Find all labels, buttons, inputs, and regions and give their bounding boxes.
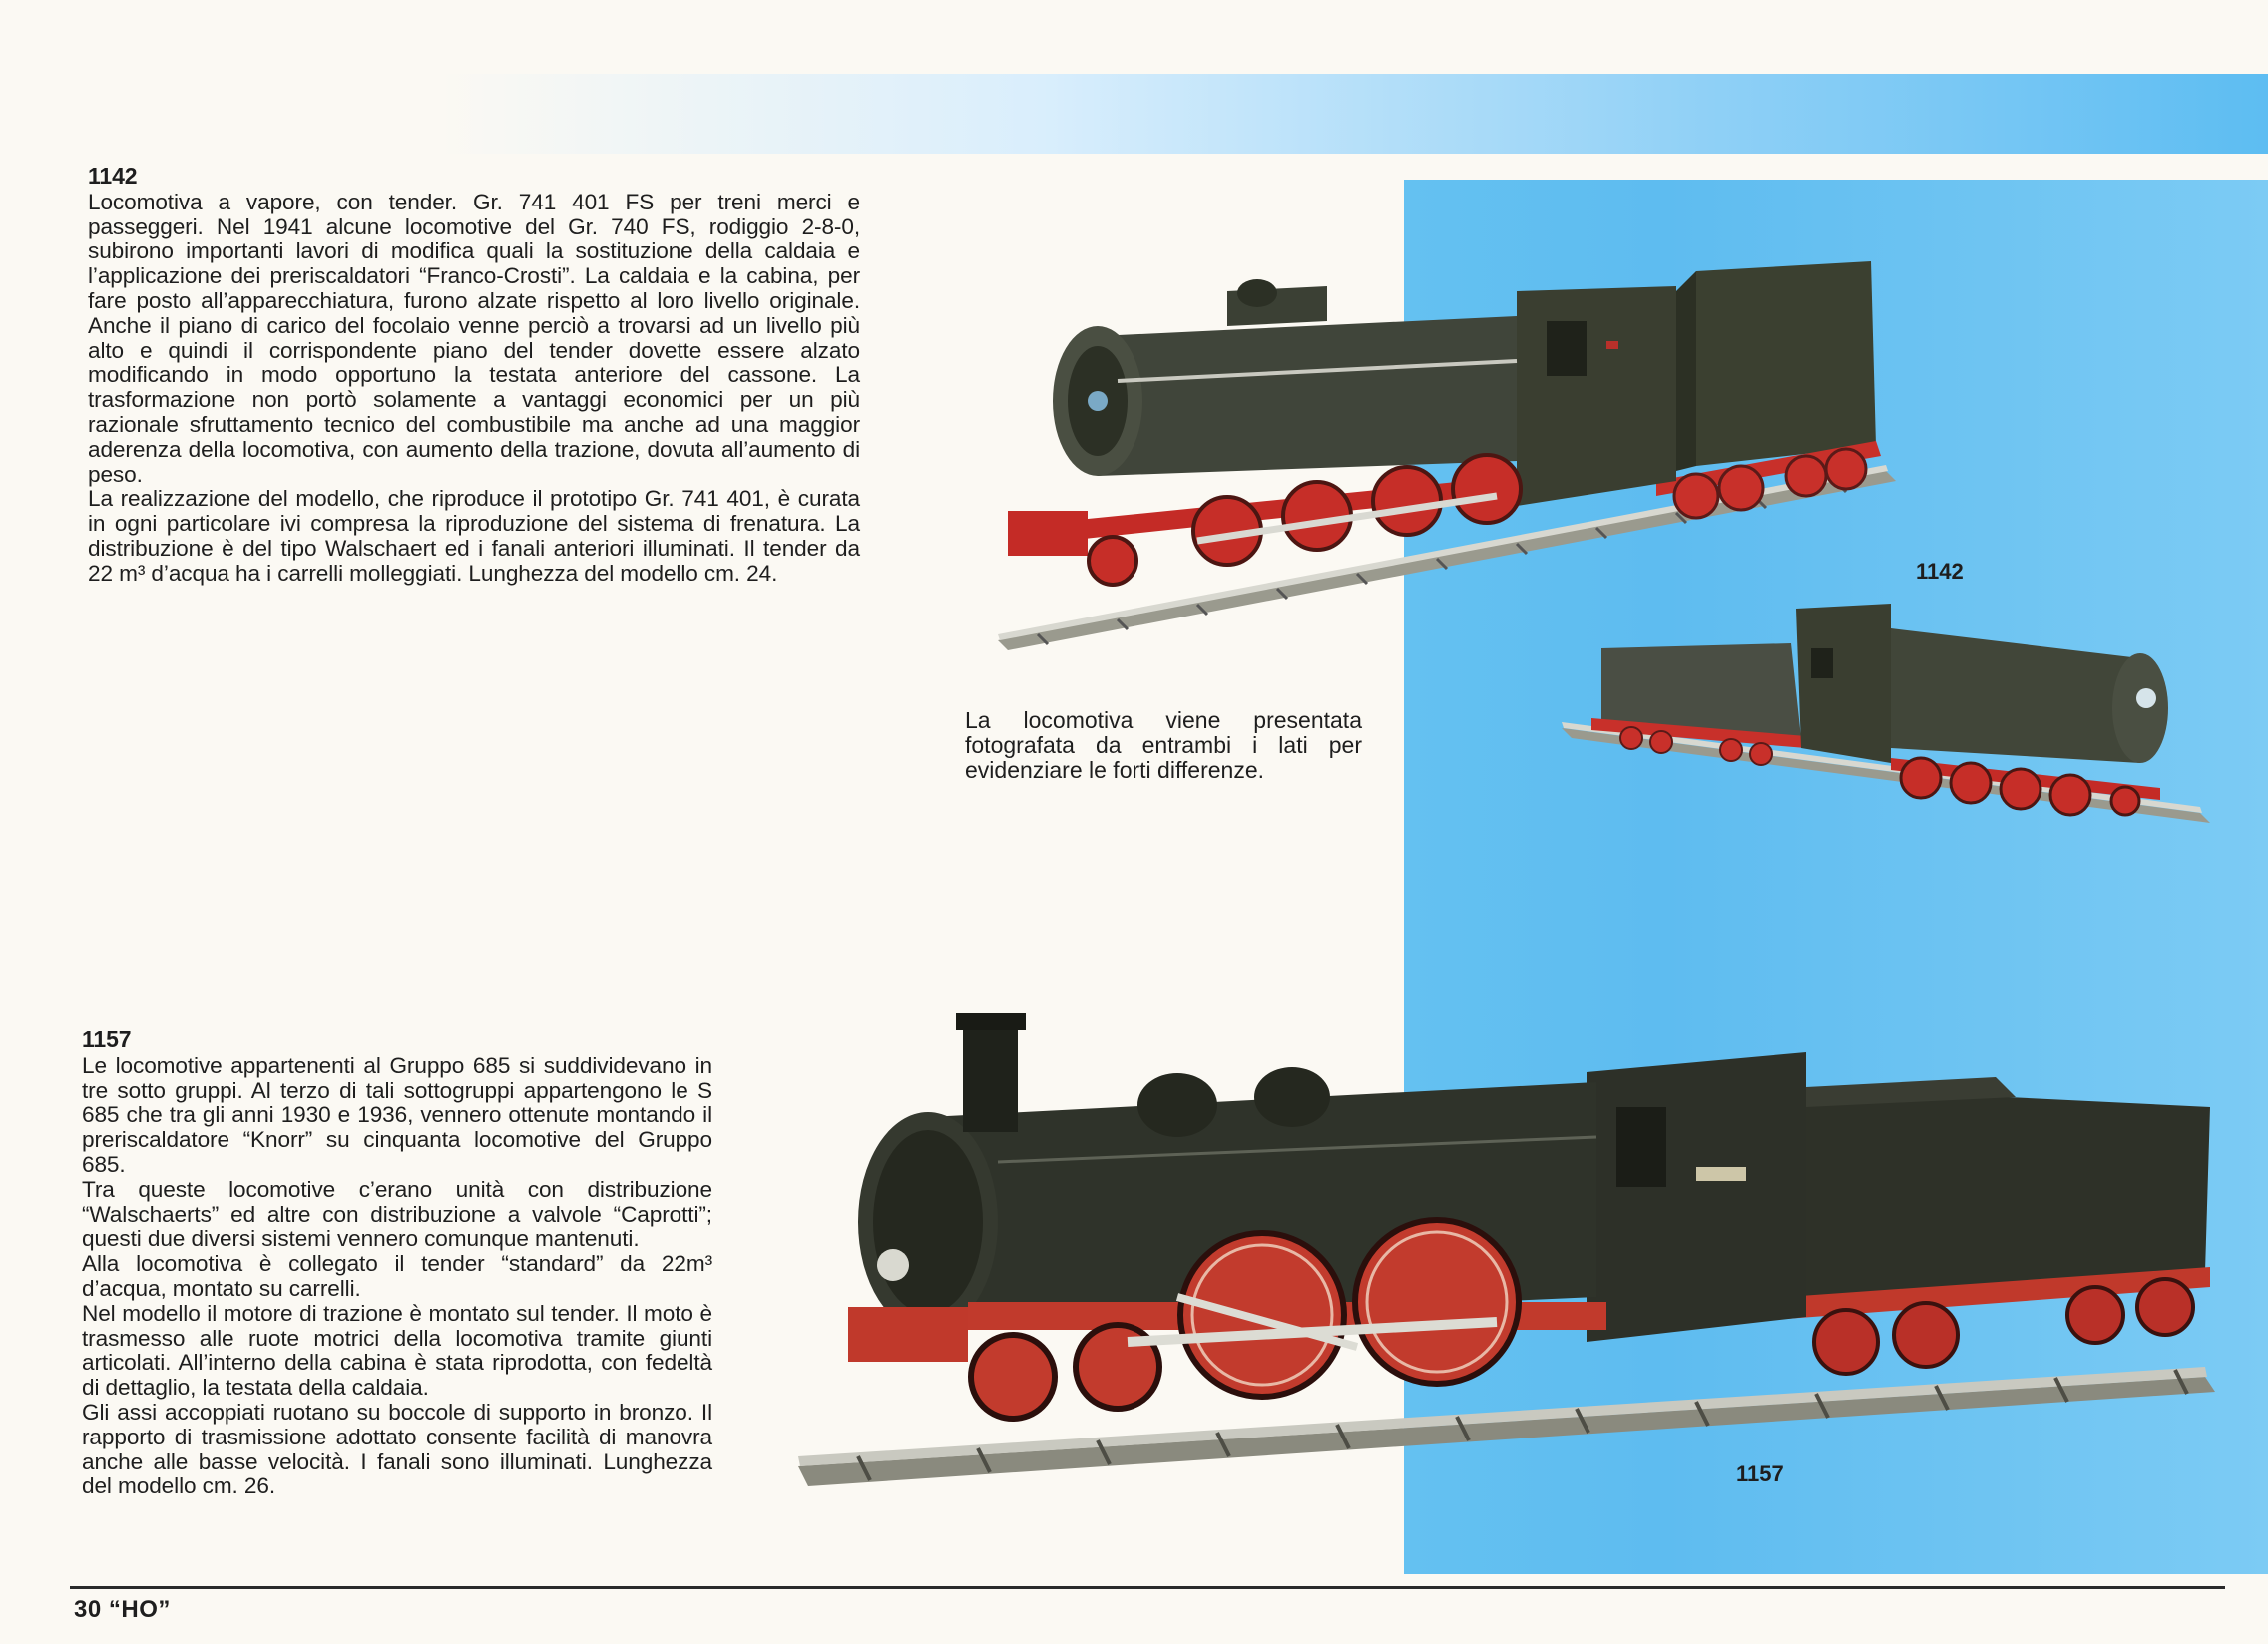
locomotive-1142-photo-left-side xyxy=(1562,589,2210,828)
item-1157-paragraph-1: Le locomotive appartenenti al Gruppo 685 si suddividevano in tre sotto gruppi. Al terzo di tali sottogruppi appartengono le S 685 che tra gli anni 1930 e 1936, vennero ottenute montando il preriscaldatore “Knorr” su cinquanta locomotive del Gruppo 685. xyxy=(82,1052,712,1177)
item-1142-description xyxy=(88,164,860,587)
page-number-label: 30 “HO” xyxy=(74,1596,171,1623)
header-gradient-band xyxy=(40,74,2268,154)
footer-rule xyxy=(70,1586,2225,1589)
item-1142-paragraph-1: Locomotiva a vapore, con tender. Gr. 741 401 FS per treni merci e passeggeri. Nel 1941 alcune locomotive del Gr. 740 FS, rodiggio 2-8-0, subirono importanti lavori di modifica quali la sostituzione della caldaia e l’applicazione dei preriscaldatori “Franco-Crosti”. La caldaia e la cabina, per fare posto all’apparecchiatura, furono alzate rispetto al loro livello originale. Anche il piano di carico del focolaio venne perciò a trovarsi ad un livello più alto e quindi il corrispondente piano del tender dovette essere alzato modificando in modo opportuno la testata anteriore del cassone. La trasformazione non portò solamente a vantaggi economici per un più razionale sfruttamento tecnico del combustibile ma anche ad una maggior aderenza della locomotiva, con aumento della trazione, dovuta all’aumento di peso. xyxy=(88,189,860,487)
item-1142-paragraph-2: La realizzazione del modello, che riproduce il prototipo Gr. 741 401, è curata in ogni particolare ivi compresa la riproduzione del sistema di frenatura. La distribuzione è del tipo Walschaert ed i fanali anteriori illuminati. Il tender da 22 m³ d’acqua ha i carrelli molleggiati. Lunghezza del modello cm. 24. xyxy=(88,486,860,586)
item-1157-number: 1157 xyxy=(82,1027,132,1052)
photo-1142-label: 1142 xyxy=(1916,559,1964,584)
item-1157-paragraph-3: Alla locomotiva è collegato il tender “standard” da 22m³ d’acqua, montato su carrelli. xyxy=(82,1251,712,1301)
photo-1142-caption: La locomotiva viene presentata fotografata da entrambi i lati per evidenziare le forti differenze. xyxy=(965,707,1362,783)
item-1157-paragraph-4: Nel modello il motore di trazione è montato sul tender. Il moto è trasmesso alle ruote motrici della locomotiva tramite giunti articolati. All’interno della cabina è stata riprodotta, con fedeltà di dettaglio, la testata della caldaia. xyxy=(82,1300,712,1401)
item-1157-paragraph-5: Gli assi accoppiati ruotano su boccole di supporto in bronzo. Il rapporto di trasmissione adottato consente facilità di manovra anche alle basse velocità. I fanali sono illuminati. Lunghezza del modello cm. 26. xyxy=(82,1399,712,1499)
item-1142-number: 1142 xyxy=(88,163,138,189)
locomotive-1157-photo xyxy=(798,998,2235,1516)
locomotive-1142-photo-right-side xyxy=(998,231,1896,650)
item-1157-paragraph-2: Tra queste locomotive c’erano unità con distribuzione “Walschaerts” ed altre con distribuzione a valvole “Caprotti”; questi due diversi sistemi vennero comunque mantenuti. xyxy=(82,1176,712,1252)
photo-1157-label: 1157 xyxy=(1736,1461,1784,1486)
item-1157-description xyxy=(82,1028,712,1499)
